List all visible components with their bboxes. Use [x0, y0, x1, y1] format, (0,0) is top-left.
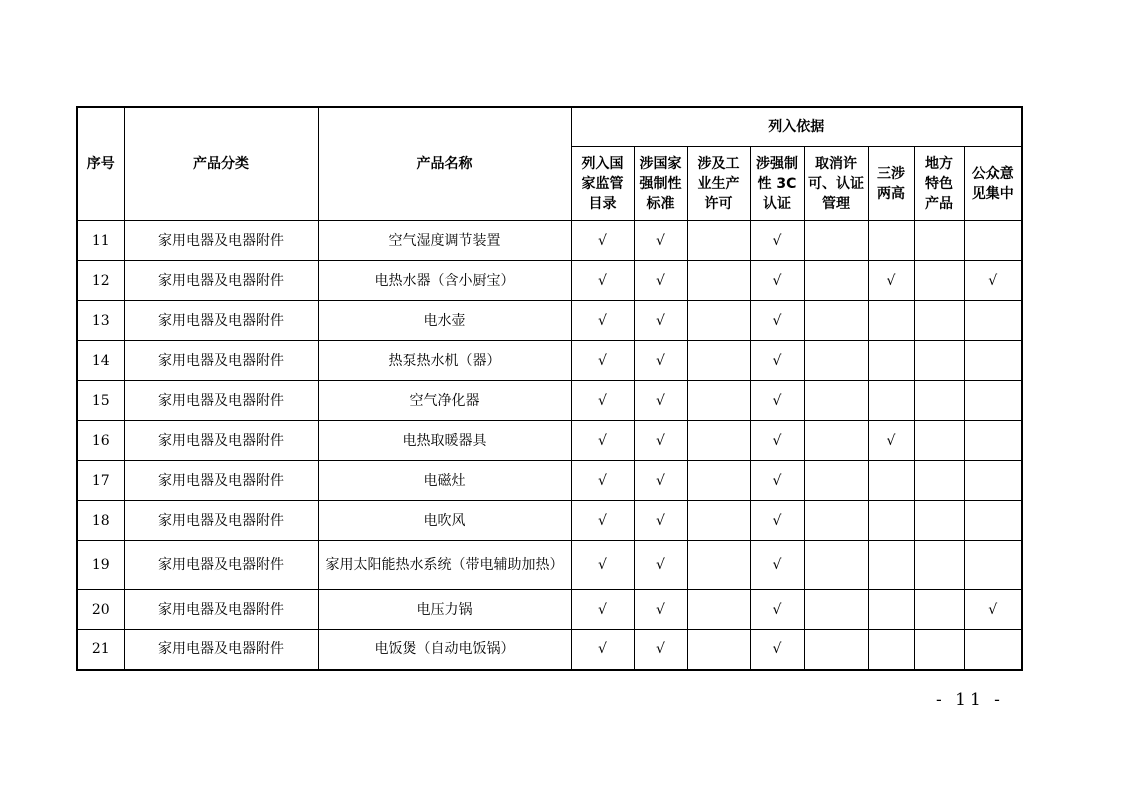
- cell-category: 家用电器及电器附件: [124, 301, 318, 341]
- cell-seq: 21: [77, 630, 124, 670]
- cell-basis-check: [804, 421, 868, 461]
- cell-basis-check: [964, 501, 1022, 541]
- table-row: [77, 261, 1022, 301]
- table-row: [77, 381, 1022, 421]
- cell-basis-check: √: [634, 501, 687, 541]
- header-product-name: 产品名称: [318, 107, 571, 221]
- header-basis-local-specialty: 地方特色产品: [914, 147, 964, 221]
- cell-basis-check: √: [634, 381, 687, 421]
- cell-basis-check: √: [571, 421, 634, 461]
- cell-basis-check: √: [634, 541, 687, 590]
- cell-basis-check: [804, 630, 868, 670]
- cell-basis-check: [868, 630, 914, 670]
- cell-basis-check: [868, 221, 914, 261]
- cell-basis-check: [914, 221, 964, 261]
- cell-basis-check: [914, 541, 964, 590]
- cell-basis-check: [804, 541, 868, 590]
- table-row: [77, 590, 1022, 630]
- cell-seq: 18: [77, 501, 124, 541]
- cell-basis-check: √: [634, 590, 687, 630]
- cell-basis-check: [868, 381, 914, 421]
- cell-product-name: 家用太阳能热水系统（带电辅助加热）: [318, 541, 571, 590]
- table-row: [77, 341, 1022, 381]
- header-basis-national-catalog: 列入国家监管目录: [571, 147, 634, 221]
- cell-basis-check: [687, 590, 750, 630]
- cell-product-name: 电热水器（含小厨宝）: [318, 261, 571, 301]
- cell-basis-check: [964, 341, 1022, 381]
- cell-basis-check: √: [634, 261, 687, 301]
- cell-basis-check: √: [634, 461, 687, 501]
- cell-basis-check: [964, 461, 1022, 501]
- cell-basis-check: √: [571, 261, 634, 301]
- cell-category: 家用电器及电器附件: [124, 261, 318, 301]
- cell-product-name: 电水壶: [318, 301, 571, 341]
- header-basis-cancelled-license: 取消许可、认证管理: [804, 147, 868, 221]
- cell-basis-check: [868, 541, 914, 590]
- cell-basis-check: [804, 501, 868, 541]
- cell-basis-check: [914, 630, 964, 670]
- cell-basis-check: √: [750, 301, 804, 341]
- cell-basis-check: [964, 301, 1022, 341]
- table-row: [77, 630, 1022, 670]
- cell-category: 家用电器及电器附件: [124, 221, 318, 261]
- cell-category: 家用电器及电器附件: [124, 541, 318, 590]
- cell-basis-check: [868, 590, 914, 630]
- cell-basis-check: √: [571, 221, 634, 261]
- cell-basis-check: √: [571, 590, 634, 630]
- cell-basis-check: [687, 501, 750, 541]
- cell-basis-check: √: [571, 341, 634, 381]
- cell-basis-check: [914, 501, 964, 541]
- cell-seq: 16: [77, 421, 124, 461]
- cell-category: 家用电器及电器附件: [124, 501, 318, 541]
- cell-product-name: 热泵热水机（器）: [318, 341, 571, 381]
- cell-basis-check: √: [750, 590, 804, 630]
- cell-basis-check: √: [634, 630, 687, 670]
- cell-basis-check: [687, 541, 750, 590]
- cell-basis-check: [804, 301, 868, 341]
- cell-basis-check: [914, 301, 964, 341]
- cell-basis-check: [687, 341, 750, 381]
- cell-basis-check: [964, 221, 1022, 261]
- header-category: 产品分类: [124, 107, 318, 221]
- cell-basis-check: √: [571, 501, 634, 541]
- cell-basis-check: √: [750, 261, 804, 301]
- cell-basis-check: [914, 381, 964, 421]
- cell-seq: 17: [77, 461, 124, 501]
- cell-category: 家用电器及电器附件: [124, 630, 318, 670]
- cell-category: 家用电器及电器附件: [124, 461, 318, 501]
- cell-basis-check: √: [634, 221, 687, 261]
- page-number: - 11 -: [936, 690, 1004, 710]
- cell-category: 家用电器及电器附件: [124, 421, 318, 461]
- header-basis-mandatory-standard: 涉国家强制性标准: [634, 147, 687, 221]
- cell-basis-check: [804, 261, 868, 301]
- cell-basis-check: [964, 541, 1022, 590]
- cell-product-name: 电压力锅: [318, 590, 571, 630]
- cell-basis-check: [804, 381, 868, 421]
- cell-basis-check: √: [571, 461, 634, 501]
- cell-basis-check: √: [634, 341, 687, 381]
- cell-seq: 15: [77, 381, 124, 421]
- cell-basis-check: [964, 381, 1022, 421]
- cell-category: 家用电器及电器附件: [124, 590, 318, 630]
- cell-seq: 20: [77, 590, 124, 630]
- cell-basis-check: √: [571, 541, 634, 590]
- cell-basis-check: √: [964, 590, 1022, 630]
- cell-seq: 19: [77, 541, 124, 590]
- table-row: [77, 541, 1022, 590]
- cell-basis-check: [914, 421, 964, 461]
- header-basis-public-opinion: 公众意见集中: [964, 147, 1022, 221]
- cell-basis-check: [868, 461, 914, 501]
- cell-basis-check: √: [750, 341, 804, 381]
- cell-category: 家用电器及电器附件: [124, 341, 318, 381]
- cell-basis-check: √: [750, 421, 804, 461]
- cell-basis-check: √: [571, 630, 634, 670]
- cell-basis-check: [914, 341, 964, 381]
- cell-basis-check: √: [750, 541, 804, 590]
- cell-basis-check: [687, 630, 750, 670]
- table-row: [77, 461, 1022, 501]
- cell-basis-check: [687, 421, 750, 461]
- cell-product-name: 空气净化器: [318, 381, 571, 421]
- cell-seq: 11: [77, 221, 124, 261]
- cell-basis-check: √: [750, 381, 804, 421]
- cell-basis-check: [687, 301, 750, 341]
- cell-product-name: 电磁灶: [318, 461, 571, 501]
- cell-category: 家用电器及电器附件: [124, 381, 318, 421]
- header-seq: 序号: [77, 107, 124, 221]
- cell-basis-check: √: [868, 261, 914, 301]
- table-row: [77, 301, 1022, 341]
- cell-basis-check: [914, 261, 964, 301]
- cell-seq: 13: [77, 301, 124, 341]
- cell-basis-check: √: [750, 630, 804, 670]
- cell-product-name: 电热取暖器具: [318, 421, 571, 461]
- cell-basis-check: [687, 221, 750, 261]
- cell-basis-check: √: [571, 301, 634, 341]
- cell-basis-check: [914, 461, 964, 501]
- header-basis-production-license: 涉及工业生产许可: [687, 147, 750, 221]
- table-row: [77, 421, 1022, 461]
- cell-seq: 12: [77, 261, 124, 301]
- header-basis-group: 列入依据: [571, 107, 1022, 147]
- cell-basis-check: [868, 501, 914, 541]
- table-row: [77, 501, 1022, 541]
- cell-basis-check: [687, 461, 750, 501]
- cell-basis-check: √: [868, 421, 914, 461]
- product-catalog-table: [76, 106, 1023, 671]
- cell-basis-check: √: [634, 301, 687, 341]
- cell-basis-check: [868, 301, 914, 341]
- cell-product-name: 电吹风: [318, 501, 571, 541]
- cell-basis-check: [868, 341, 914, 381]
- cell-basis-check: √: [750, 461, 804, 501]
- table-row: [77, 221, 1022, 261]
- cell-basis-check: [687, 381, 750, 421]
- cell-basis-check: [804, 590, 868, 630]
- header-basis-3c-certification: 涉强制性 3C 认证: [750, 147, 804, 221]
- cell-basis-check: [914, 590, 964, 630]
- cell-basis-check: [687, 261, 750, 301]
- cell-basis-check: √: [750, 221, 804, 261]
- cell-basis-check: √: [634, 421, 687, 461]
- cell-basis-check: [964, 421, 1022, 461]
- cell-basis-check: [804, 221, 868, 261]
- header-basis-three-involve-two-high: 三涉两高: [868, 147, 914, 221]
- cell-basis-check: √: [964, 261, 1022, 301]
- cell-product-name: 电饭煲（自动电饭锅）: [318, 630, 571, 670]
- cell-basis-check: [804, 341, 868, 381]
- cell-basis-check: [804, 461, 868, 501]
- cell-basis-check: √: [750, 501, 804, 541]
- cell-basis-check: [964, 630, 1022, 670]
- cell-seq: 14: [77, 341, 124, 381]
- cell-basis-check: √: [571, 381, 634, 421]
- cell-product-name: 空气湿度调节装置: [318, 221, 571, 261]
